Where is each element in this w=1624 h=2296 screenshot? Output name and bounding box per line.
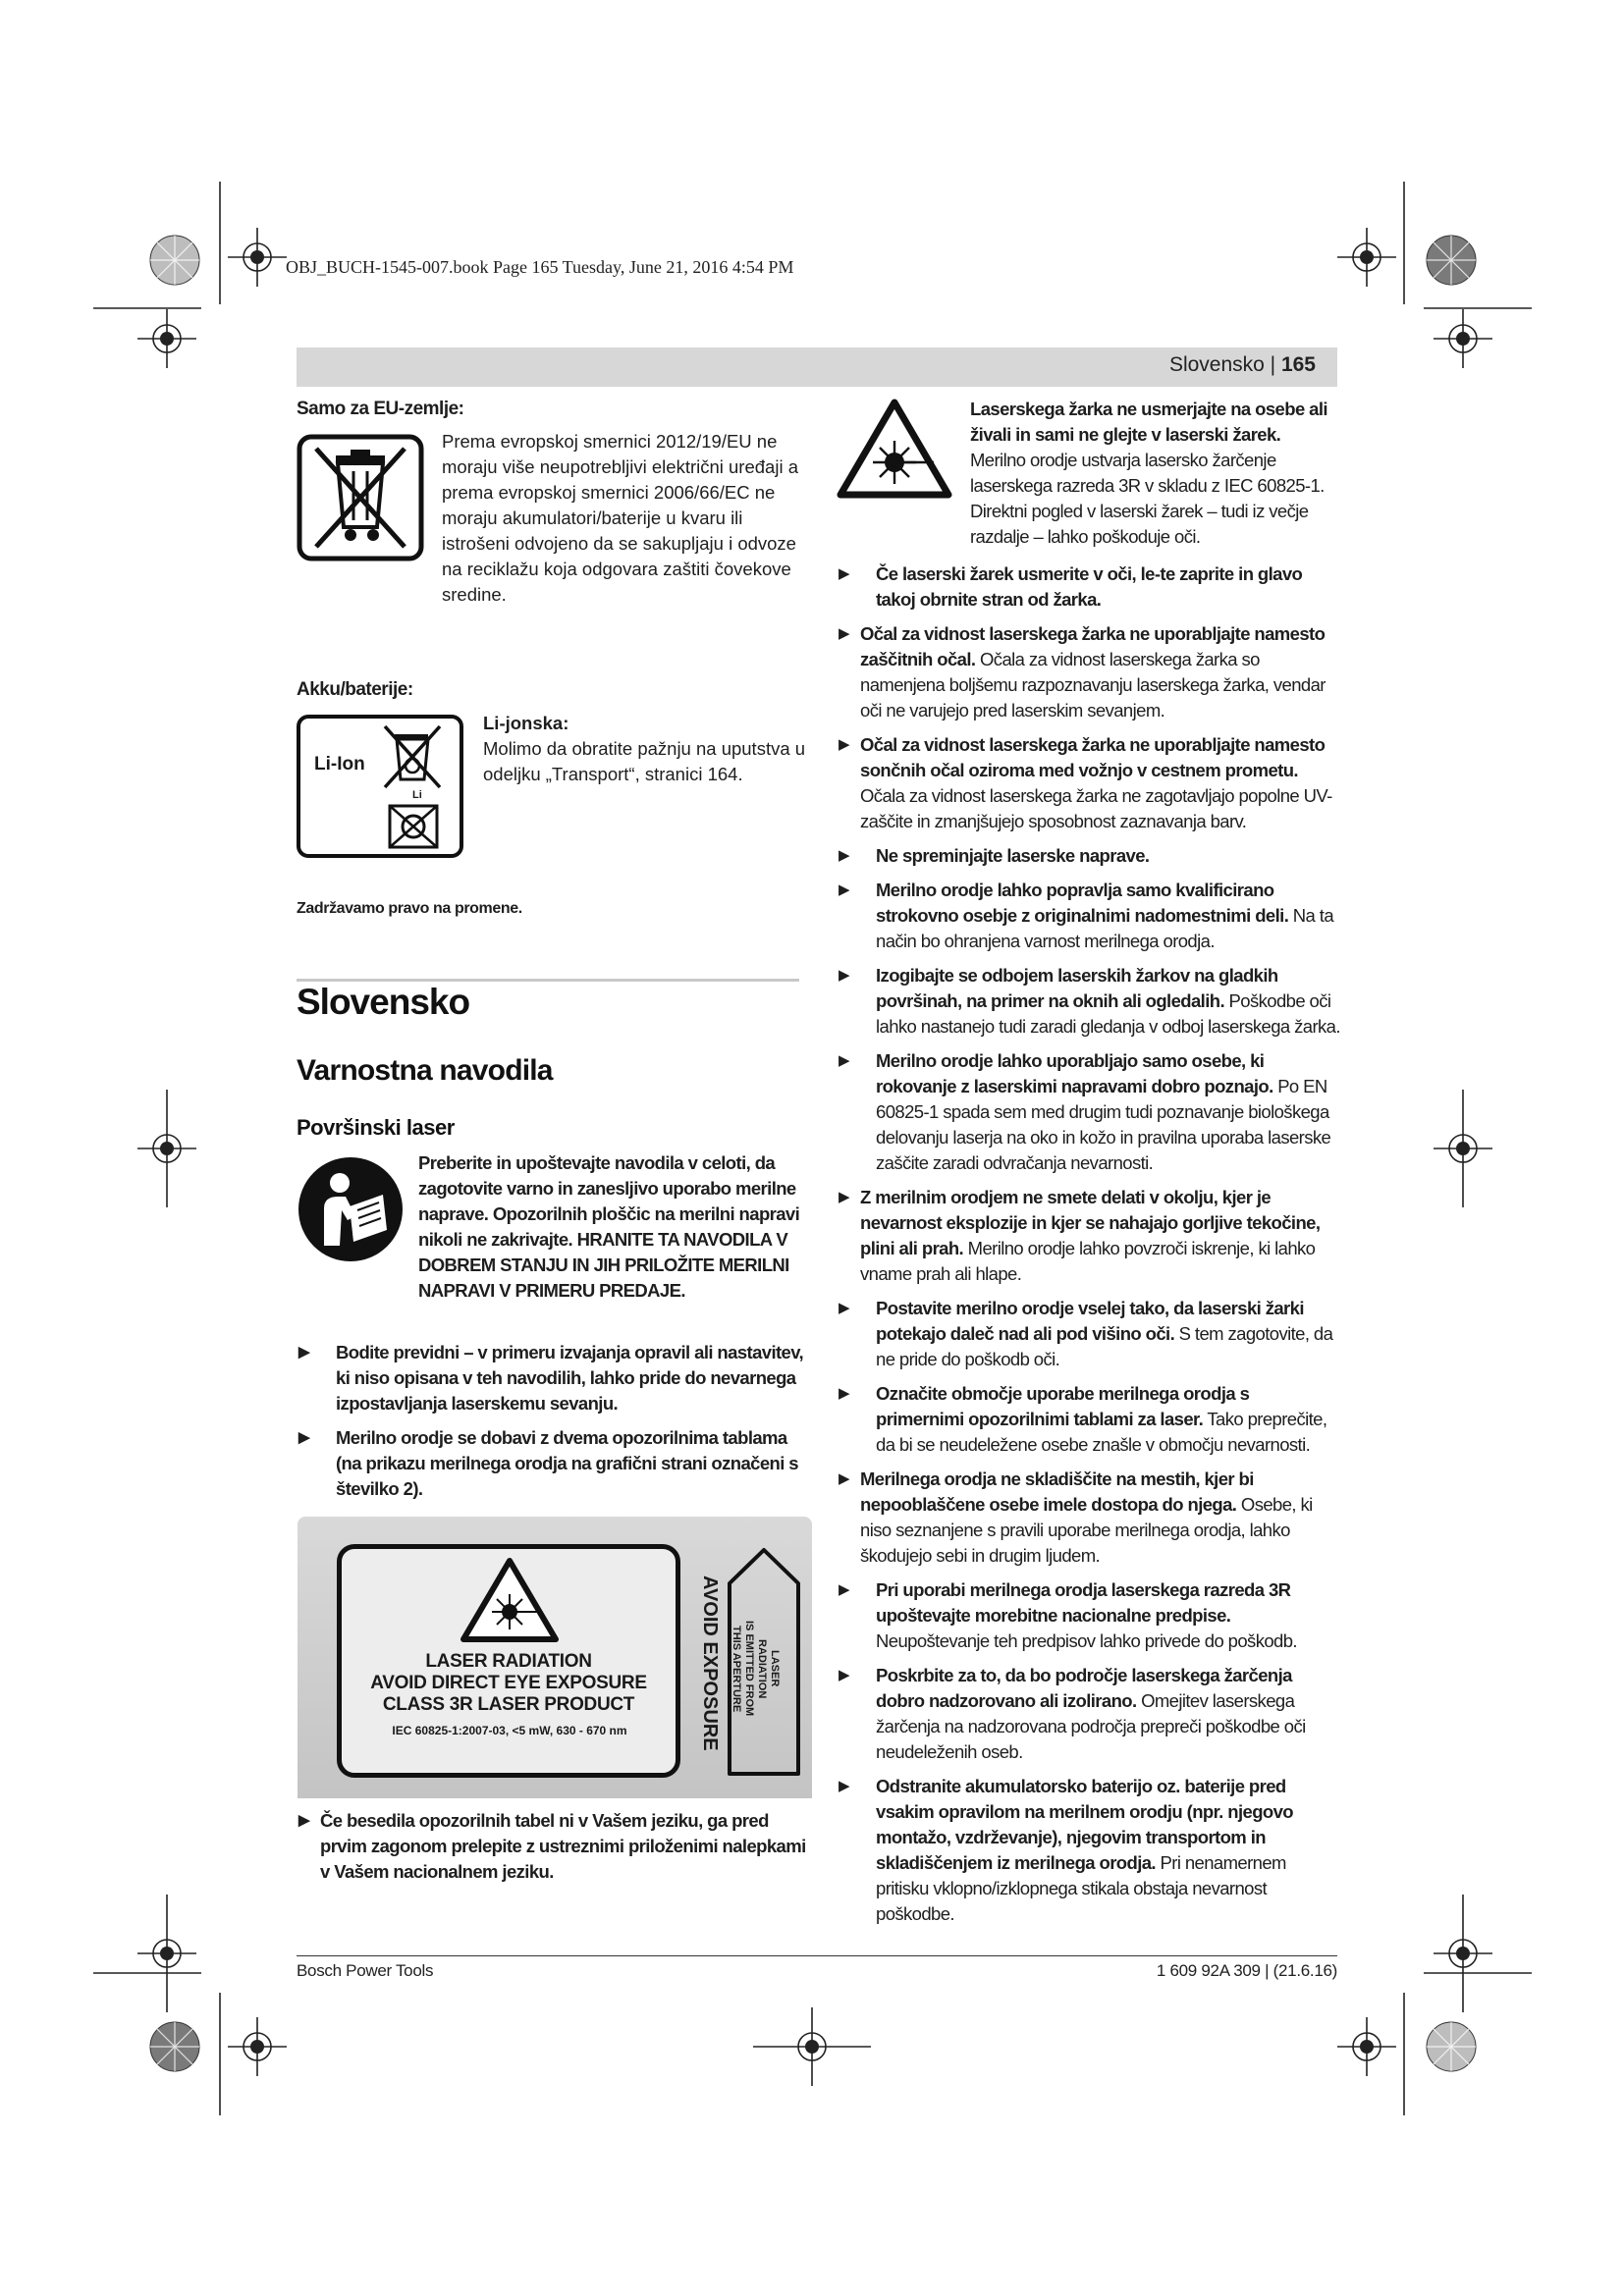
bullet-item: ▶ Očal za vidnost laserskega žarka ne uporabljajte namesto sončnih očal oziroma med vožnjo v cestnem prometu. Očala za vidnost laserskega žarka ne zagotavljajo popolne UV-zaščite in zmanjšujejo sposobnost zaznavanja barv.: [839, 734, 1332, 831]
read-manual-icon: [297, 1155, 405, 1263]
bullet-item: ▶ Z merilnim orodjem ne smete delati v okolju, kjer je nevarnost eksplozije in kjer se nahajajo gorljive tekočine, plini ali prah. Merilno orodje lahko povzroči iskrenje, ki lahko vname prah ali hlape.: [839, 1187, 1321, 1284]
safety-heading: Varnostna navodila: [297, 1054, 553, 1087]
liion-text: Molimo da obratite pažnju na uputstva u odeljku „Transport“, stranici 164.: [483, 738, 806, 784]
bullet-triangle-icon: ▶: [839, 625, 849, 642]
bullet-item: ▶ Merilno orodje lahko uporabljajo samo osebe, ki rokovanje z laserskimi napravami dobro poznajo. Po EN 60825-1 spada sem med drugim tudi poznavanje biološkega delovanju laserja na oko in kožo in pravilna uporaba laserske zaščite zaradi odvračanja nevarnosti.: [839, 1050, 1331, 1173]
bullet-item: ▶ Bodite previdni – v primeru izvajanja opravil ali nastavitev, ki niso opisana v teh navodilih, lahko pride do nevarnega izpostavljanja laserskemu sevanju.: [298, 1342, 804, 1414]
arrow-text-4: THIS APERTURE: [731, 1625, 742, 1713]
arrow-text-1: LASER: [769, 1650, 781, 1687]
bullet-triangle-icon: ▶: [839, 847, 849, 864]
bullet-item: ▶ Merilno orodje se dobavi z dvema opozorilnima tablama (na prikazu merilnega orodja na grafični strani označeni s številko 2).: [298, 1427, 798, 1499]
bullet-triangle-icon: ▶: [839, 1667, 849, 1683]
label-line-2: AVOID DIRECT EYE EXPOSURE: [370, 1673, 647, 1693]
label-line-1: LASER RADIATION: [425, 1651, 592, 1672]
bullet-item: ▶ Označite območje uporabe merilnega orodja s primernimi opozorilnimi tablami za laser. Tako preprečite, da bi se neudeležene osebe znašle v območju nevarnosti.: [839, 1383, 1327, 1455]
label-line-4: IEC 60825-1:2007-03, <5 mW, 630 - 670 nm: [392, 1724, 627, 1737]
liion-recycling-icon: [297, 715, 463, 858]
bullet-item: ▶ Očal za vidnost laserskega žarka ne uporabljajte namesto zaščitnih očal. Očala za vidnost laserskega žarka so namenjena boljšemu razpoznavanju laserskega žarka, vendar oči ne varujejo pred laserskim sevanjem.: [839, 623, 1326, 721]
bullet-item: ▶ Odstranite akumulatorsko baterijo oz. baterije pred vsakim opravilom na merilnem orodju (npr. njegovo montažo, vzdrževanje), njegovim transportom in skladiščenjem iz merilnega orodja. Pri nenamernem pritisku vklopno/izklopnega stikala obstaja nevarnost poškodbe.: [839, 1776, 1293, 1924]
bullet-triangle-icon: ▶: [839, 1052, 849, 1069]
bullet-item: ▶ Postavite merilno orodje vselej tako, da laserski žarki potekajo daleč nad ali pod višino oči. S tem zagotovite, da ne pride do poškodb oči.: [839, 1298, 1333, 1369]
running-header: Slovensko | 165: [297, 347, 1337, 387]
bullet-triangle-icon: ▶: [839, 736, 849, 753]
bullet-triangle-icon: ▶: [839, 565, 849, 582]
print-header: OBJ_BUCH-1545-007.book Page 165 Tuesday, June 21, 2016 4:54 PM: [286, 257, 794, 277]
liion-label: Li-Ion: [314, 754, 365, 774]
bullet-item: ▶ Merilnega orodja ne skladiščite na mestih, kjer bi nepooblaščene osebe imele dostopa do njega. Osebe, ki niso seznanjene s pravili uporabe merilnega orodja, lahko škodujejo sebi in drugim ljudem.: [839, 1468, 1313, 1566]
footer-rule: [297, 1955, 1337, 1956]
label-line-3: CLASS 3R LASER PRODUCT: [382, 1694, 635, 1715]
weee-bin-icon: [297, 434, 424, 561]
bullet-triangle-icon: ▶: [839, 1300, 849, 1316]
liion-heading: Li-jonska:: [483, 713, 569, 733]
bullet-triangle-icon: ▶: [839, 1778, 849, 1794]
bullet-item: ▶ Če besedila opozorilnih tabel ni v Vašem jeziku, ga pred prvim zagonom prelepite z ustreznimi priloženimi nalepkami v Vašem nacionalnem jeziku.: [298, 1810, 806, 1882]
li-small-label: Li: [412, 789, 422, 801]
crossed-bin-icon: [381, 722, 444, 791]
akku-title: Akku/baterije:: [297, 679, 413, 700]
laser-warning-label: [298, 1517, 812, 1798]
footer-docnumber: 1 609 92A 309 | (21.6.16): [1156, 1961, 1337, 1980]
bullet-triangle-icon: ▶: [298, 1344, 309, 1361]
eu-text: Prema evropskoj smernici 2012/19/EU ne moraju više neupotrebljivi električni uređaji a prema evropskoj smernici 2006/66/EC ne moraju akumulatori/baterije u kvaru ili istrošeni odvojeno da se sakupljaju i odvoze na reciklažu koja odgovara zaštiti čovekove sredine.: [442, 431, 798, 605]
running-header-section: Slovensko: [1168, 353, 1265, 376]
avoid-exposure-vertical: AVOID EXPOSURE: [699, 1575, 721, 1751]
bullet-item: ▶ Ne spreminjajte laserske naprave.: [837, 843, 1341, 869]
bullet-triangle-icon: ▶: [298, 1812, 309, 1829]
arrow-text-3: IS EMITTED FROM: [743, 1621, 755, 1717]
bullet-triangle-icon: ▶: [839, 1581, 849, 1598]
bullet-item: ▶ Poskrbite za to, da bo področje laserskega žarčenja dobro nadzorovano ali izolirano. Omejitev laserskega žarčenja na nadzorovana področja prepreči poškodbe oči neudeleženih oseb.: [839, 1665, 1306, 1762]
read-instructions-text: Preberite in upoštevajte navodila v celoti, da zagotovite varno in zanesljivo uporabo merilne naprave. Opozorilnih ploščic na merilni napravi nikoli ne zakrivajte. HRANITE TA NAVODILA V DOBREM STANJU IN JIH PRILOŽITE MERILNI NAPRAVI V PRIMERU PREDAJE.: [418, 1152, 800, 1301]
bullet-triangle-icon: ▶: [839, 881, 849, 898]
reserve-note: Zadržavamo pravo na promene.: [297, 900, 522, 917]
footer-brand: Bosch Power Tools: [297, 1961, 434, 1980]
laser-hazard-icon: [460, 1557, 560, 1643]
bullet-triangle-icon: ▶: [839, 1470, 849, 1487]
laser-warning-icon: [836, 398, 953, 500]
language-heading: Slovensko: [297, 982, 470, 1022]
bullet-triangle-icon: ▶: [839, 1189, 849, 1205]
bullet-item: ▶ Merilno orodje lahko popravlja samo kvalificirano strokovno osebje z originalnimi nadomestnimi deli. Na ta način bo ohranjena varnost merilnega orodja.: [839, 880, 1334, 951]
laser-heading: Površinski laser: [297, 1115, 455, 1140]
eu-title: Samo za EU-zemlje:: [297, 399, 464, 419]
bullet-triangle-icon: ▶: [839, 967, 849, 984]
page-number: 165: [1280, 353, 1316, 376]
bullet-triangle-icon: ▶: [298, 1429, 309, 1446]
bullet-item: ▶ Če laserski žarek usmerite v oči, le-te zaprite in glavo takoj obrnite stran od žarka.: [839, 563, 1303, 610]
r0-bold: Laserskega žarka ne usmerjajte na osebe ali živali in sami ne glejte v laserski žarek.: [970, 399, 1327, 445]
bullet-item: ▶ Pri uporabi merilnega orodja laserskega razreda 3R upoštevajte morebitne nacionalne predpise. Neupoštevanje teh predpisov lahko privede do poškodb.: [839, 1579, 1297, 1651]
r0-text: Merilno orodje ustvarja lasersko žarčenje laserskega razreda 3R v skladu z IEC 60825-1. Direktni pogled v laserski žarek – tudi iz večje razdalje – lahko poškoduje oči.: [970, 450, 1325, 547]
bullet-triangle-icon: ▶: [839, 1385, 849, 1402]
bullet-item: ▶ Izogibajte se odbojem laserskih žarkov na gladkih površinah, na primer na oknih ali ogledalih. Poškodbe oči lahko nastanejo tudi zaradi gledanja v odboj laserskega žarka.: [839, 965, 1340, 1037]
recycle-battery-icon: [387, 803, 440, 850]
arrow-text-2: RADIATION: [756, 1638, 768, 1699]
